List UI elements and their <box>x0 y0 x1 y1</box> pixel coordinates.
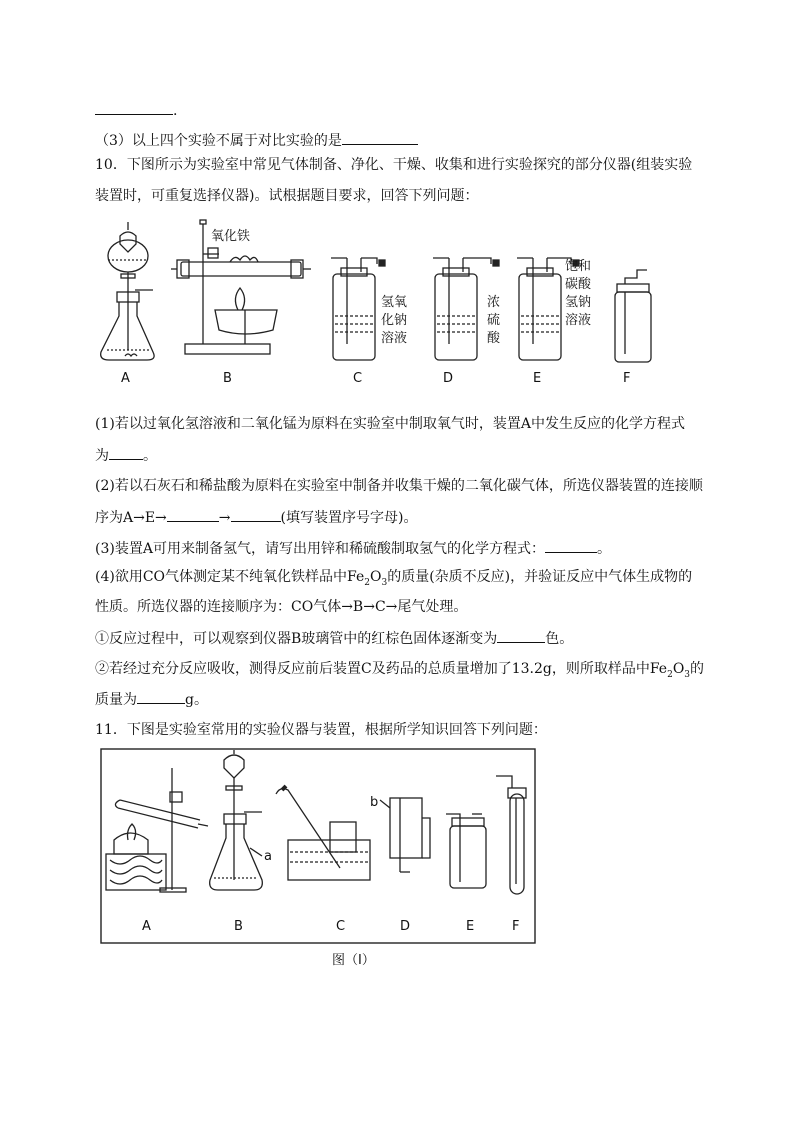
label-e-tag-2: 碳酸 <box>565 277 592 292</box>
label-d-tag-1: 浓 <box>487 295 501 310</box>
label-e-tag-1: 饱和 <box>565 259 592 274</box>
label-b-tag: 氧化铁 <box>211 229 251 244</box>
label-b: B <box>223 371 232 386</box>
q10-intro-line1: 10．下图所示为实验室中常见气体制备、净化、干燥、收集和进行实验探究的部分仪器(组装实验 <box>95 157 693 173</box>
q10-apparatus-figure <box>95 212 665 394</box>
q10-p4-sub1: ①反应过程中，可以观察到仪器B玻璃管中的红棕色固体逐渐变为 色。 <box>95 628 573 649</box>
label-d-tag-3: 酸 <box>487 331 501 346</box>
label-f: F <box>623 371 631 386</box>
label-a: A <box>142 919 151 934</box>
q10-p4-line2: 性质。所选仪器的连接顺序为：CO气体→B→C→尾气处理。 <box>95 599 468 615</box>
q10-p4-sub2: ②若经过充分反应吸收，测得反应前后装置C及药品的总质量增加了13.2g，则所取样品中$Fe_2O_3$的 <box>95 661 705 680</box>
q10-intro-line2: 装置时，可重复选择仪器)。试根据题目要求，回答下列问题： <box>95 188 479 204</box>
label-f: F <box>512 919 520 934</box>
label-c: C <box>353 371 363 386</box>
label-c-tag-2: 化钠 <box>381 313 408 328</box>
q10-p1-line2: 为 。 <box>95 445 157 466</box>
label-e-tag-3: 氢钠 <box>565 295 592 310</box>
label-d: D <box>443 371 454 386</box>
q10-p4-line1: (4)欲用CO气体测定某不纯氧化铁样品中$Fe_2O_3$的质量(杂质不反应)，并验证反应中气体生成物的 <box>95 569 693 588</box>
label-d-tag-2: 硫 <box>487 313 501 328</box>
q10-p4-sub3: 质量为 g。 <box>95 689 208 710</box>
label-e: E <box>533 371 542 386</box>
q9-part3: （3）以上四个实验不属于对比实验的是 <box>95 130 418 151</box>
tag-a: a <box>264 849 272 864</box>
label-e: E <box>466 919 475 934</box>
label-b: B <box>234 919 243 934</box>
q10-p2-line2: 序为A→E→ → (填写装置序号字母)。 <box>95 507 417 528</box>
label-c-tag-3: 溶液 <box>381 331 408 346</box>
label-c: C <box>336 919 346 934</box>
answer-blank-line: . <box>95 100 177 121</box>
label-e-tag-4: 溶液 <box>565 313 592 328</box>
label-c-tag-1: 氢氧 <box>381 295 408 310</box>
label-a: A <box>121 371 130 386</box>
q11-apparatus-figure <box>100 748 540 973</box>
q10-p2-line1: (2)若以石灰石和稀盐酸为原料在实验室中制备并收集干燥的二氧化碳气体，所选仪器装置的连接顺 <box>95 478 703 494</box>
q10-p3: (3)装置A可用来制备氢气，请写出用锌和稀硫酸制取氢气的化学方程式： 。 <box>95 538 611 559</box>
q11-intro: 11．下图是实验室常用的实验仪器与装置，根据所学知识回答下列问题： <box>95 722 547 738</box>
q10-p1-line1: (1)若以过氧化氢溶液和二氧化锰为原料在实验室中制取氧气时，装置A中发生反应的化学方程式 <box>95 416 685 432</box>
figure-caption: 图（I） <box>332 953 375 968</box>
label-d: D <box>400 919 411 934</box>
tag-b: b <box>370 795 379 810</box>
